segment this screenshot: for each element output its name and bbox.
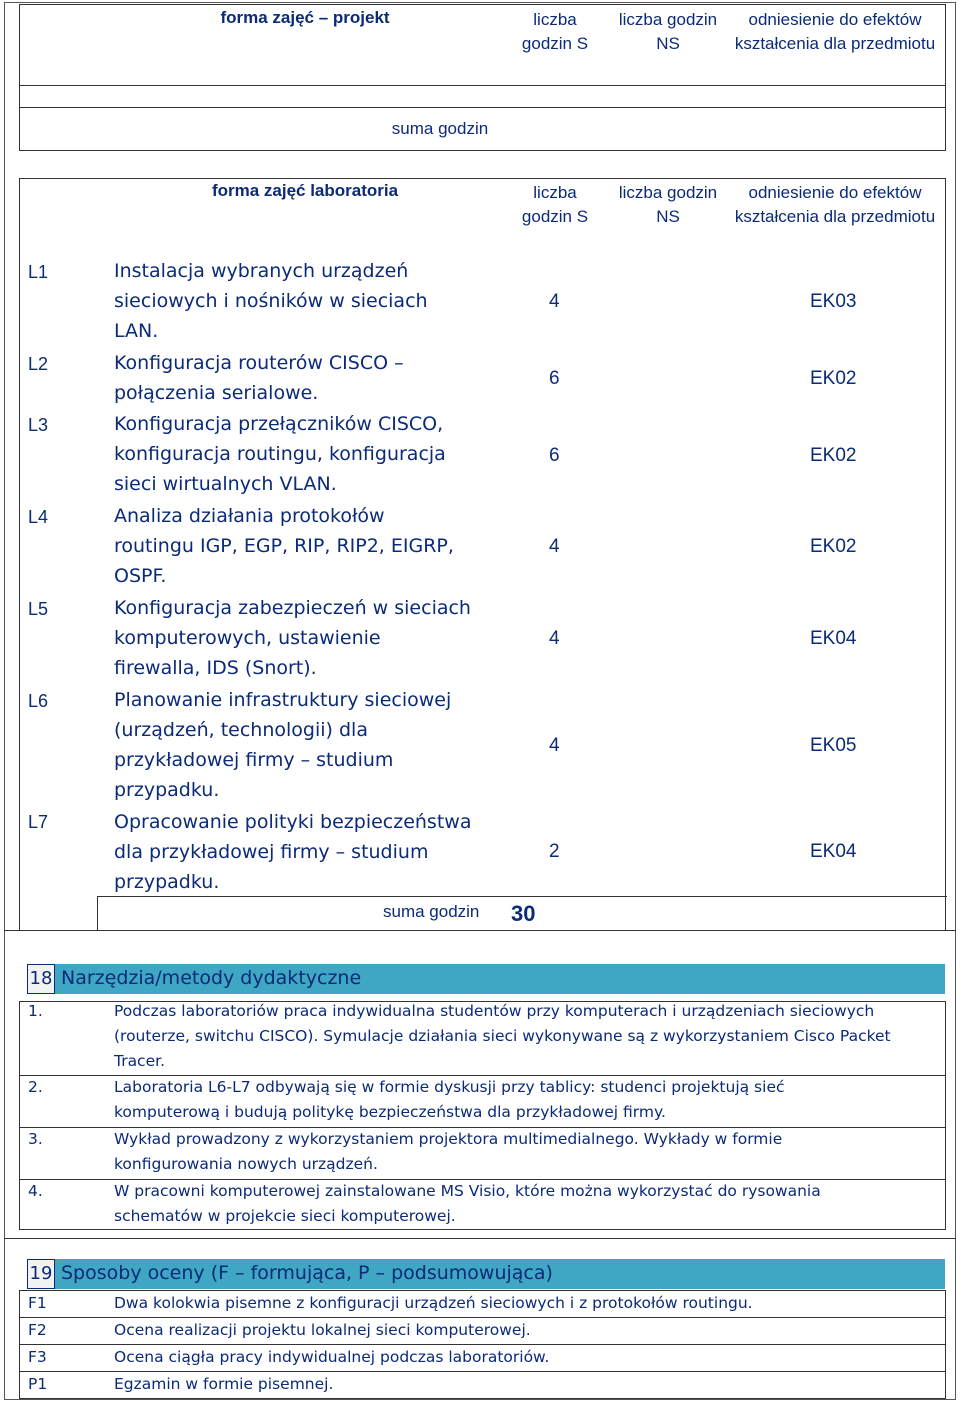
lab-row-code: L5 (28, 599, 49, 619)
grading-text: Dwa kolokwia pisemne z konfiguracji urządzeń sieciowych i z protokołów routingu. (114, 1294, 753, 1312)
method-item-number: 1. (28, 1002, 43, 1020)
lab-row-code: L4 (28, 507, 49, 527)
section-18-number: 18 (27, 964, 55, 994)
lab-row-code: L3 (28, 415, 49, 435)
lab-sum-label: suma godzin (383, 902, 480, 921)
lab-row-ref: EK03 (810, 291, 857, 312)
lab-row-ref: EK04 (810, 628, 857, 649)
method-item-text: Podczas laboratoriów praca indywidualna studentów przy komputerach i urządzeniach sieciowych (routerze, switchu CISCO). Symulacje działania sieci wykonywane są z wykorzystaniem Cisco Packet Tracer. (114, 1002, 891, 1070)
lab-row-ref: EK02 (810, 445, 857, 466)
grading-text: Egzamin w formie pisemnej. (114, 1375, 334, 1393)
method-item-number: 2. (28, 1078, 43, 1096)
lab-row-code: L2 (28, 354, 49, 374)
lab-row-topic: Instalacja wybranych urządzeń sieciowych i nośników w sieciach LAN. (114, 260, 428, 342)
lab-row-ref: EK05 (810, 735, 857, 756)
lab-row-topic: Analiza działania protokołów routingu IGP, EGP, RIP, RIP2, EIGRP, OSPF. (114, 505, 454, 587)
method-item-text: Laboratoria L6-L7 odbywają się w formie dyskusji przy tablicy: studenci projektują sieć komputerową i budują politykę bezpieczeństwa dla przykładowej firmy. (114, 1078, 785, 1121)
project-header-hours-s: liczba godzin S (521, 10, 589, 53)
grading-code: F2 (28, 1321, 47, 1339)
grading-code: F1 (28, 1294, 47, 1312)
project-header-hours-ns: liczba godzin NS (618, 10, 718, 53)
lab-row-hours: 6 (549, 368, 560, 389)
method-item-number: 3. (28, 1130, 43, 1148)
lab-row-topic: Konfiguracja routerów CISCO – połączenia serialowe. (114, 352, 404, 404)
lab-row-topic: Konfiguracja przełączników CISCO, konfiguracja routingu, konfiguracja sieci wirtualnych VLAN. (114, 413, 446, 495)
lab-row-topic: Planowanie infrastruktury sieciowej (urządzeń, technologii) dla przykładowej firmy – studium przypadku. (114, 689, 452, 801)
lab-row-topic: Opracowanie polityki bezpieczeństwa dla przykładowej firmy – studium przypadku. (114, 811, 472, 893)
project-header-ref: odniesienie do efektów kształcenia dla przedmiotu (734, 10, 936, 53)
method-item-number: 4. (28, 1182, 43, 1200)
grading-code: F3 (28, 1348, 47, 1366)
lab-row-ref: EK02 (810, 368, 857, 389)
lab-row-hours: 4 (549, 536, 560, 557)
project-sum-label: suma godzin (391, 119, 489, 138)
grading-text: Ocena ciągła pracy indywidualnej podczas laboratoriów. (114, 1348, 550, 1366)
lab-header-hours-s: liczba godzin S (521, 183, 589, 226)
lab-sum-value: 30 (511, 901, 536, 926)
lab-row-hours: 2 (549, 841, 560, 862)
method-item-text: Wykład prowadzony z wykorzystaniem projektora multimedialnego. Wykłady w formie konfigurowania nowych urządzeń. (114, 1130, 783, 1173)
lab-row-ref: EK02 (810, 536, 857, 557)
lab-header-form: forma zajęć laboratoria (211, 181, 399, 200)
grading-text: Ocena realizacji projektu lokalnej sieci komputerowej. (114, 1321, 531, 1339)
lab-row-code: L7 (28, 812, 49, 832)
lab-row-hours: 6 (549, 445, 560, 466)
lab-row-topic: Konfiguracja zabezpieczeń w sieciach komputerowych, ustawienie firewalla, IDS (Snort). (114, 597, 471, 679)
lab-row-code: L6 (28, 691, 49, 711)
method-item-text: W pracowni komputerowej zainstalowane MS Visio, które można wykorzystać do rysowania schematów w projekcie sieci komputerowej. (114, 1182, 821, 1225)
lab-row-hours: 4 (549, 628, 560, 649)
project-header-form: forma zajęć – projekt (220, 8, 390, 27)
section-19-title: Sposoby oceny (F – formująca, P – podsumowująca) (61, 1262, 553, 1284)
lab-row-code: L1 (28, 262, 49, 282)
lab-row-hours: 4 (549, 291, 560, 312)
lab-header-hours-ns: liczba godzin NS (618, 183, 718, 226)
lab-row-ref: EK04 (810, 841, 857, 862)
section-19-number: 19 (27, 1259, 55, 1289)
lab-header-ref: odniesienie do efektów kształcenia dla przedmiotu (734, 183, 936, 226)
section-18-title: Narzędzia/metody dydaktyczne (61, 967, 362, 989)
grading-code: P1 (28, 1375, 48, 1393)
lab-row-hours: 4 (549, 735, 560, 756)
